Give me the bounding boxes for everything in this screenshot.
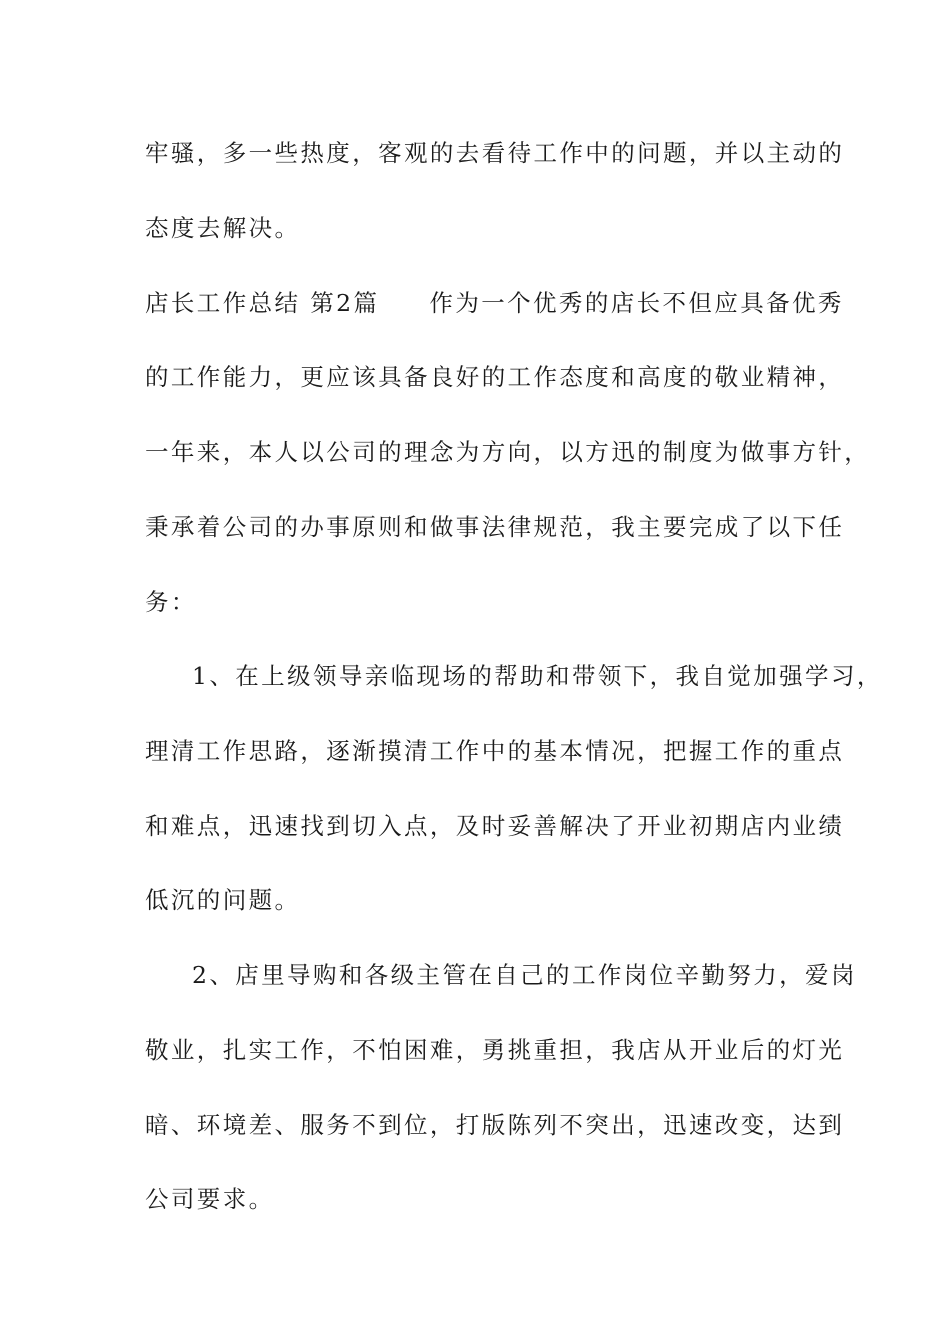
section-heading: 店长工作总结 第2篇 bbox=[145, 289, 380, 317]
text-line: 一年来，本人以公司的理念为方向，以方迅的制度为做事方针， bbox=[145, 438, 871, 466]
section-heading-line bbox=[145, 288, 844, 318]
text-line: 公司要求。 bbox=[145, 1185, 275, 1213]
text-line: 敬业，扎实工作，不怕困难，勇挑重担，我店从开业后的灯光 bbox=[145, 1036, 845, 1064]
text-line: 暗、环境差、服务不到位，打版陈列不突出，迅速改变，达到 bbox=[145, 1111, 845, 1139]
text-line: 理清工作思路，逐渐摸清工作中的基本情况，把握工作的重点 bbox=[145, 737, 845, 765]
paragraph-first-line: 2、店里导购和各级主管在自己的工作岗位辛勤努力，爱岗 bbox=[192, 961, 857, 989]
text-line: 牢骚，多一些热度，客观的去看待工作中的问题，并以主动的 bbox=[145, 139, 845, 167]
paragraph-first-line: 1、在上级领导亲临现场的帮助和带领下，我自觉加强学习， bbox=[192, 662, 883, 690]
text-line: 的工作能力，更应该具备良好的工作态度和高度的敬业精神， bbox=[145, 363, 845, 391]
text-line: 低沉的问题。 bbox=[145, 886, 301, 914]
text-line: 秉承着公司的办事原则和做事法律规范，我主要完成了以下任 bbox=[145, 513, 845, 541]
text-line: 作为一个优秀的店长不但应具备优秀 bbox=[429, 289, 844, 317]
text-line: 和难点，迅速找到切入点，及时妥善解决了开业初期店内业绩 bbox=[145, 812, 845, 840]
text-line: 务： bbox=[145, 588, 197, 616]
text-line: 态度去解决。 bbox=[145, 214, 301, 242]
